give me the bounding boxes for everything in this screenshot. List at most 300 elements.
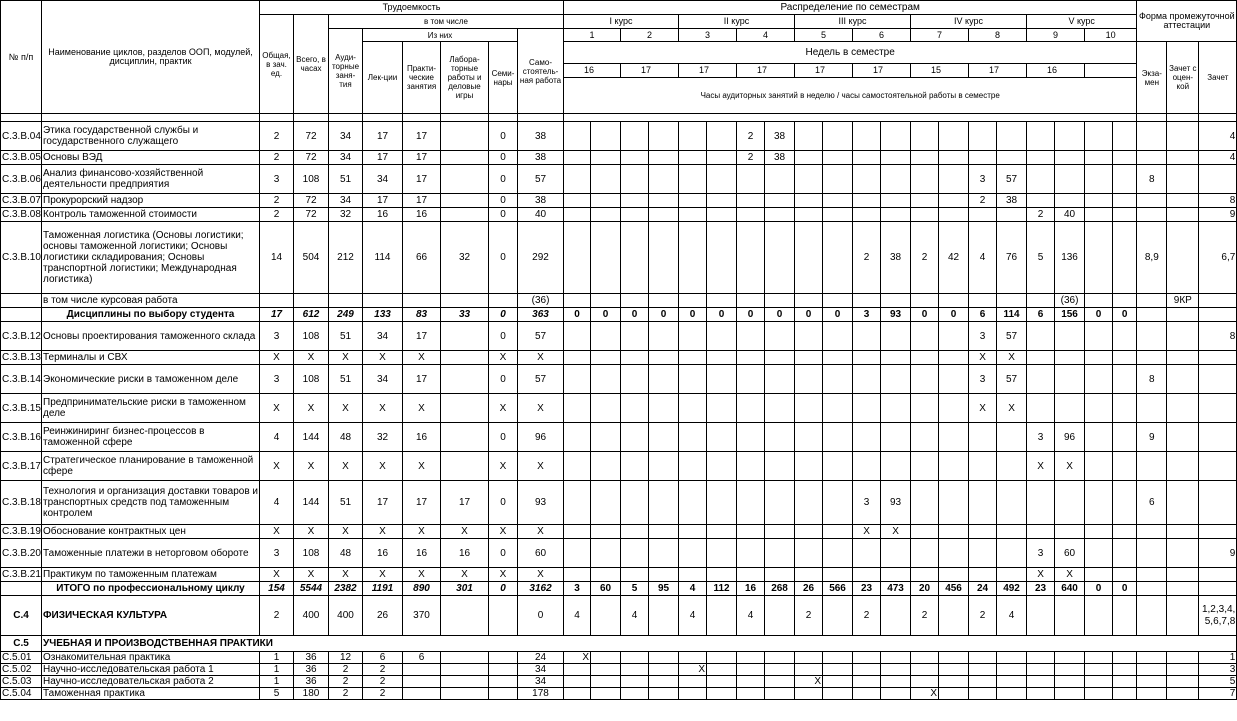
semester-10: 10 bbox=[1085, 29, 1137, 42]
labor-value: 51 bbox=[329, 322, 363, 351]
labor-value: 57 bbox=[518, 365, 564, 394]
labor-value: 154 bbox=[260, 582, 294, 596]
labor-value: 612 bbox=[294, 308, 329, 322]
attestation-value bbox=[1137, 351, 1167, 365]
semester-value bbox=[939, 208, 969, 222]
labor-value: 16 bbox=[363, 208, 403, 222]
semester-value: (36) bbox=[1055, 294, 1085, 308]
labor-value bbox=[260, 294, 294, 308]
semester-value bbox=[853, 165, 881, 194]
semester-value bbox=[853, 151, 881, 165]
labor-value: 36 bbox=[294, 664, 329, 676]
semester-value bbox=[1113, 539, 1137, 568]
attestation-value: 1 bbox=[1199, 652, 1237, 664]
row-code: С.5 bbox=[1, 636, 42, 652]
semester-value: X bbox=[969, 351, 997, 365]
labor-value: 0 bbox=[489, 308, 518, 322]
labor-value bbox=[441, 452, 489, 481]
labor-value: 26 bbox=[363, 596, 403, 636]
labor-value: 17 bbox=[403, 322, 441, 351]
labor-value bbox=[441, 165, 489, 194]
semester-value bbox=[939, 481, 969, 525]
labor-value: X bbox=[329, 394, 363, 423]
header-num: № п/п bbox=[1, 1, 42, 114]
semester-value bbox=[707, 688, 737, 700]
semester-value bbox=[939, 525, 969, 539]
semester-value bbox=[881, 208, 911, 222]
labor-value: X bbox=[518, 568, 564, 582]
row-name: ИТОГО по профессиональному циклу bbox=[42, 582, 260, 596]
labor-value bbox=[441, 122, 489, 151]
semester-value bbox=[1027, 194, 1055, 208]
semester-value bbox=[1055, 151, 1085, 165]
labor-value: 370 bbox=[403, 596, 441, 636]
labor-value: 34 bbox=[518, 676, 564, 688]
semester-value bbox=[939, 452, 969, 481]
weeks-semester-4: 17 bbox=[737, 64, 795, 78]
semester-value: 23 bbox=[853, 582, 881, 596]
row-name: Обоснование контрактных цен bbox=[42, 525, 260, 539]
semester-value bbox=[649, 596, 679, 636]
semester-value bbox=[707, 194, 737, 208]
labor-value: 6 bbox=[363, 652, 403, 664]
semester-value bbox=[997, 676, 1027, 688]
semester-value bbox=[591, 688, 621, 700]
semester-value: 42 bbox=[939, 222, 969, 294]
attestation-value bbox=[1137, 208, 1167, 222]
attestation-value bbox=[1137, 596, 1167, 636]
semester-value bbox=[823, 676, 853, 688]
labor-value: 17 bbox=[403, 194, 441, 208]
attestation-value bbox=[1167, 165, 1199, 194]
labor-value: 0 bbox=[489, 194, 518, 208]
labor-value bbox=[489, 596, 518, 636]
labor-value bbox=[363, 294, 403, 308]
semester-value bbox=[795, 208, 823, 222]
row-name: ФИЗИЧЕСКАЯ КУЛЬТУРА bbox=[42, 596, 260, 636]
weeks-semester-9: 16 bbox=[1027, 64, 1085, 78]
semester-value bbox=[737, 664, 765, 676]
semester-value bbox=[707, 351, 737, 365]
semester-value bbox=[1055, 664, 1085, 676]
semester-value bbox=[997, 208, 1027, 222]
semester-value bbox=[679, 481, 707, 525]
row-code: С.3.В.10 bbox=[1, 222, 42, 294]
semester-value bbox=[649, 452, 679, 481]
semester-value bbox=[1113, 596, 1137, 636]
labor-value: 34 bbox=[518, 664, 564, 676]
labor-value: X bbox=[518, 351, 564, 365]
semester-value bbox=[621, 676, 649, 688]
semester-value bbox=[1113, 664, 1137, 676]
header-total-units: Общая, в зач. ед. bbox=[260, 15, 294, 114]
course-4: IV курс bbox=[911, 15, 1027, 29]
semester-value bbox=[765, 539, 795, 568]
labor-value: X bbox=[403, 525, 441, 539]
semester-value bbox=[1027, 394, 1055, 423]
semester-value bbox=[564, 423, 591, 452]
semester-value: X bbox=[997, 351, 1027, 365]
labor-value bbox=[441, 151, 489, 165]
semester-value bbox=[765, 664, 795, 676]
labor-value: X bbox=[294, 351, 329, 365]
semester-value bbox=[823, 222, 853, 294]
labor-value: 108 bbox=[294, 539, 329, 568]
semester-value bbox=[591, 322, 621, 351]
semester-value bbox=[707, 208, 737, 222]
labor-value: X bbox=[489, 351, 518, 365]
semester-value bbox=[969, 664, 997, 676]
semester-value: 38 bbox=[881, 222, 911, 294]
labor-value: 1 bbox=[260, 676, 294, 688]
labor-value: X bbox=[403, 351, 441, 365]
semester-value bbox=[853, 208, 881, 222]
labor-value: 48 bbox=[329, 539, 363, 568]
semester-value bbox=[1085, 151, 1113, 165]
labor-value: 2 bbox=[260, 596, 294, 636]
semester-value bbox=[679, 322, 707, 351]
labor-value: 3 bbox=[260, 365, 294, 394]
semester-value bbox=[823, 452, 853, 481]
labor-value: 249 bbox=[329, 308, 363, 322]
attestation-value bbox=[1167, 423, 1199, 452]
labor-value: 34 bbox=[329, 194, 363, 208]
semester-value bbox=[564, 568, 591, 582]
semester-value bbox=[707, 423, 737, 452]
semester-value bbox=[881, 394, 911, 423]
labor-value: X bbox=[441, 568, 489, 582]
semester-value bbox=[621, 322, 649, 351]
semester-value: 0 bbox=[621, 308, 649, 322]
semester-value: 136 bbox=[1055, 222, 1085, 294]
semester-value bbox=[707, 122, 737, 151]
labor-value: 301 bbox=[441, 582, 489, 596]
semester-value bbox=[939, 165, 969, 194]
row-code: С.3.В.16 bbox=[1, 423, 42, 452]
semester-value bbox=[939, 596, 969, 636]
semester-value bbox=[649, 294, 679, 308]
semester-value bbox=[997, 568, 1027, 582]
semester-value bbox=[591, 222, 621, 294]
semester-value bbox=[795, 294, 823, 308]
semester-value bbox=[707, 222, 737, 294]
semester-value bbox=[1085, 664, 1113, 676]
weeks-semester-5: 17 bbox=[795, 64, 853, 78]
semester-value bbox=[911, 481, 939, 525]
labor-value: 33 bbox=[441, 308, 489, 322]
semester-value bbox=[997, 688, 1027, 700]
semester-value bbox=[911, 525, 939, 539]
header-seminars: Семи-нары bbox=[489, 42, 518, 114]
labor-value: 72 bbox=[294, 151, 329, 165]
semester-value bbox=[1055, 688, 1085, 700]
row-code: С.3.В.15 bbox=[1, 394, 42, 423]
semester-value: 38 bbox=[997, 194, 1027, 208]
semester-value bbox=[737, 394, 765, 423]
semester-value bbox=[591, 664, 621, 676]
semester-value bbox=[939, 688, 969, 700]
attestation-value bbox=[1167, 151, 1199, 165]
row-name: Стратегическое планирование в таможенной сфере bbox=[42, 452, 260, 481]
semester-value bbox=[1113, 676, 1137, 688]
attestation-value bbox=[1137, 652, 1167, 664]
semester-value bbox=[621, 481, 649, 525]
labor-value: 17 bbox=[441, 481, 489, 525]
labor-value: 36 bbox=[294, 652, 329, 664]
semester-value bbox=[1055, 652, 1085, 664]
semester-value bbox=[969, 525, 997, 539]
semester-value bbox=[564, 539, 591, 568]
labor-value: 0 bbox=[489, 208, 518, 222]
attestation-value bbox=[1137, 151, 1167, 165]
labor-value: X bbox=[329, 351, 363, 365]
labor-value bbox=[441, 194, 489, 208]
row-code: С.5.04 bbox=[1, 688, 42, 700]
semester-value bbox=[564, 688, 591, 700]
attestation-value bbox=[1137, 194, 1167, 208]
header-name: Наименование циклов, разделов ООП, модулей, дисциплин, практик bbox=[42, 1, 260, 114]
table-row bbox=[1, 322, 1237, 351]
semester-value bbox=[1055, 596, 1085, 636]
semester-value bbox=[881, 151, 911, 165]
table-row bbox=[1, 481, 1237, 525]
semester-value bbox=[737, 351, 765, 365]
semester-value bbox=[1085, 194, 1113, 208]
semester-value bbox=[1085, 423, 1113, 452]
semester-value bbox=[707, 596, 737, 636]
semester-value: 60 bbox=[591, 582, 621, 596]
semester-value bbox=[707, 481, 737, 525]
semester-value bbox=[649, 394, 679, 423]
semester-value bbox=[1055, 194, 1085, 208]
semester-value bbox=[649, 322, 679, 351]
labor-value: 96 bbox=[518, 423, 564, 452]
semester-value bbox=[939, 423, 969, 452]
semester-value: 38 bbox=[765, 151, 795, 165]
semester-value bbox=[1055, 165, 1085, 194]
labor-value bbox=[489, 294, 518, 308]
semester-value bbox=[997, 423, 1027, 452]
semester-value bbox=[564, 664, 591, 676]
semester-value bbox=[621, 652, 649, 664]
attestation-value: 6,7 bbox=[1199, 222, 1237, 294]
semester-value: 0 bbox=[795, 308, 823, 322]
semester-value bbox=[649, 351, 679, 365]
semester-value bbox=[1027, 151, 1055, 165]
semester-value: 4 bbox=[621, 596, 649, 636]
semester-value bbox=[795, 481, 823, 525]
semester-value bbox=[1085, 165, 1113, 194]
semester-value bbox=[823, 481, 853, 525]
semester-value bbox=[621, 165, 649, 194]
weeks-semester-8: 17 bbox=[969, 64, 1027, 78]
semester-value bbox=[621, 122, 649, 151]
semester-value: 3 bbox=[853, 308, 881, 322]
semester-value bbox=[997, 664, 1027, 676]
semester-value bbox=[1027, 165, 1055, 194]
semester-value bbox=[765, 222, 795, 294]
semester-value bbox=[939, 664, 969, 676]
semester-value bbox=[765, 351, 795, 365]
semester-value: 6 bbox=[969, 308, 997, 322]
row-name: УЧЕБНАЯ И ПРОИЗВОДСТВЕННАЯ ПРАКТИКИ bbox=[42, 636, 260, 652]
semester-value bbox=[911, 351, 939, 365]
attestation-value: 9 bbox=[1199, 539, 1237, 568]
labor-value: 2 bbox=[260, 208, 294, 222]
semester-value bbox=[997, 652, 1027, 664]
semester-value: 93 bbox=[881, 308, 911, 322]
semester-value bbox=[679, 122, 707, 151]
semester-value bbox=[795, 688, 823, 700]
semester-value bbox=[649, 122, 679, 151]
semester-value bbox=[1085, 122, 1113, 151]
semester-value: 2 bbox=[853, 222, 881, 294]
semester-value: 2 bbox=[853, 596, 881, 636]
labor-value bbox=[441, 596, 489, 636]
table-row bbox=[1, 652, 1237, 664]
semester-value: X bbox=[564, 652, 591, 664]
semester-value bbox=[853, 351, 881, 365]
semester-value bbox=[591, 122, 621, 151]
attestation-value: 4 bbox=[1199, 151, 1237, 165]
attestation-value bbox=[1167, 208, 1199, 222]
course-2: II курс bbox=[679, 15, 795, 29]
attestation-value bbox=[1137, 294, 1167, 308]
table-row bbox=[1, 582, 1237, 596]
table-row bbox=[1, 308, 1237, 322]
attestation-value: 3 bbox=[1199, 664, 1237, 676]
semester-value: 60 bbox=[1055, 539, 1085, 568]
semester-value bbox=[1055, 322, 1085, 351]
semester-4: 4 bbox=[737, 29, 795, 42]
row-code: С.3.В.13 bbox=[2, 352, 41, 363]
semester-value bbox=[564, 676, 591, 688]
semester-value: 57 bbox=[997, 322, 1027, 351]
semester-value bbox=[591, 365, 621, 394]
semester-value bbox=[1055, 394, 1085, 423]
semester-value bbox=[564, 481, 591, 525]
semester-value bbox=[679, 452, 707, 481]
row-name: Прокурорский надзор bbox=[42, 194, 260, 208]
semester-value bbox=[765, 194, 795, 208]
semester-value bbox=[795, 351, 823, 365]
semester-value bbox=[765, 568, 795, 582]
attestation-value: 9КР bbox=[1167, 294, 1199, 308]
labor-value: 3162 bbox=[518, 582, 564, 596]
semester-value bbox=[564, 122, 591, 151]
semester-value bbox=[621, 194, 649, 208]
semester-value bbox=[649, 194, 679, 208]
semester-value bbox=[795, 664, 823, 676]
attestation-value: 8 bbox=[1199, 322, 1237, 351]
semester-value bbox=[649, 165, 679, 194]
semester-value: 23 bbox=[1027, 582, 1055, 596]
semester-value bbox=[649, 664, 679, 676]
semester-value: X bbox=[853, 525, 881, 539]
semester-value bbox=[707, 676, 737, 688]
semester-value bbox=[911, 423, 939, 452]
semester-value: 2 bbox=[911, 222, 939, 294]
semester-value: 0 bbox=[707, 308, 737, 322]
semester-value bbox=[1085, 676, 1113, 688]
header-incl: в том числе bbox=[329, 15, 564, 29]
semester-value bbox=[737, 294, 765, 308]
semester-value: X bbox=[1055, 452, 1085, 481]
semester-value bbox=[939, 365, 969, 394]
semester-value bbox=[679, 652, 707, 664]
semester-value bbox=[621, 365, 649, 394]
header-of-them: Из них bbox=[363, 29, 518, 42]
attestation-value bbox=[1199, 165, 1237, 194]
attestation-value bbox=[1137, 582, 1167, 596]
semester-value bbox=[1085, 568, 1113, 582]
attestation-value bbox=[1167, 688, 1199, 700]
semester-value bbox=[997, 151, 1027, 165]
labor-value: X bbox=[489, 394, 518, 423]
labor-value: 48 bbox=[329, 423, 363, 452]
labor-value bbox=[441, 652, 489, 664]
semester-value: 40 bbox=[1055, 208, 1085, 222]
labor-value: X bbox=[518, 394, 564, 423]
semester-value: 2 bbox=[969, 194, 997, 208]
row-name: Дисциплины по выбору студента bbox=[42, 308, 260, 322]
semester-value bbox=[969, 208, 997, 222]
table-row bbox=[1, 423, 1237, 452]
semester-value bbox=[939, 652, 969, 664]
labor-value: 17 bbox=[403, 151, 441, 165]
semester-value bbox=[795, 122, 823, 151]
semester-value: 456 bbox=[939, 582, 969, 596]
table-row bbox=[1, 351, 1237, 365]
row-code bbox=[1, 294, 42, 308]
semester-value: 3 bbox=[564, 582, 591, 596]
labor-value: 2 bbox=[329, 664, 363, 676]
labor-value: 0 bbox=[489, 365, 518, 394]
semester-value bbox=[823, 208, 853, 222]
semester-value bbox=[707, 652, 737, 664]
semester-value bbox=[969, 652, 997, 664]
attestation-value bbox=[1137, 539, 1167, 568]
labor-value: 3 bbox=[260, 322, 294, 351]
semester-value bbox=[1113, 322, 1137, 351]
labor-value: 133 bbox=[363, 308, 403, 322]
semester-value: 492 bbox=[997, 582, 1027, 596]
labor-value: 2 bbox=[329, 688, 363, 700]
labor-value: 32 bbox=[441, 222, 489, 294]
semester-value bbox=[853, 194, 881, 208]
semester-value bbox=[881, 539, 911, 568]
labor-value bbox=[403, 688, 441, 700]
semester-value bbox=[939, 151, 969, 165]
attestation-value bbox=[1167, 452, 1199, 481]
semester-value bbox=[823, 122, 853, 151]
labor-value: X bbox=[403, 452, 441, 481]
attestation-value bbox=[1167, 664, 1199, 676]
semester-value bbox=[1085, 688, 1113, 700]
semester-value bbox=[1085, 351, 1113, 365]
labor-value: 0 bbox=[518, 596, 564, 636]
row-name: Анализ финансово-хозяйственной деятельности предприятия bbox=[42, 165, 260, 194]
labor-value: 34 bbox=[329, 151, 363, 165]
semester-value bbox=[881, 688, 911, 700]
semester-value bbox=[1027, 322, 1055, 351]
attestation-value bbox=[1199, 452, 1237, 481]
semester-value bbox=[621, 525, 649, 539]
row-name: Научно-исследовательская работа 2 bbox=[42, 676, 260, 688]
labor-value: 5544 bbox=[294, 582, 329, 596]
semester-value bbox=[621, 208, 649, 222]
labor-value bbox=[489, 664, 518, 676]
